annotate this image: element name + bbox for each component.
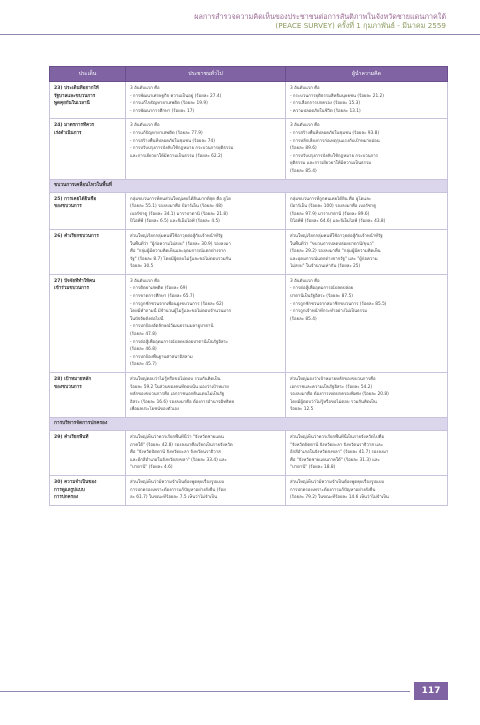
cell-line: ในปัจจัยดังต่อไปนี้ bbox=[130, 316, 164, 322]
table-row bbox=[50, 274, 448, 372]
leaders-cell bbox=[286, 229, 448, 274]
cell-line: - การแก้ปัญหายาเสพติด (ร้อยละ 77.9) bbox=[130, 130, 203, 136]
cell-line: ในพื้นที่ว่า "ขบวนการปลดปล่อยปาตานี/ขุนว" bbox=[290, 241, 374, 247]
cell-line: - การขาดการศึกษา (ร้อยละ 65.7) bbox=[130, 294, 195, 300]
cell-line: ละ 61.7) ในขณะที่ร้อยละ 7.5 เห็นว่าไม่จำเป็น bbox=[130, 495, 218, 501]
leaders-cell bbox=[286, 192, 448, 229]
cell-line: (ร้อยละ 29.2) รองลงมาคือ "กลุ่มผู้มีความคิดเห็น bbox=[290, 249, 381, 255]
cell-line: (ร้อยละ 89.6) bbox=[290, 146, 317, 152]
cell-line: ร้อยละ 30.5 bbox=[130, 264, 154, 270]
cell-line: คือ "จังหวัดปัตตานี จังหวัดยะลา จังหวัดนราธิวาส bbox=[130, 450, 221, 456]
section-row bbox=[50, 179, 448, 192]
cell-line: การปกครองเพราะต้องการแก้ปัญหาอย่างยั่งยืน (ร้อย bbox=[130, 487, 226, 493]
cell-line: ส่วนใหญ่ตอบว่าไม่รู้หรือขอไม่ตอบ รวมกันคิดเป็น bbox=[130, 377, 221, 382]
cell-line: ของขบวนการ bbox=[54, 204, 82, 210]
cell-line: 27) ปัจจัยที่ทำให้คน bbox=[54, 278, 96, 284]
cell-line: การดูแลรูปแบบ bbox=[54, 487, 85, 493]
table-row bbox=[50, 82, 448, 119]
cell-line: - การถูกเจ้าหน้าที่กระทำอย่างไม่เป็นธรรม bbox=[290, 309, 368, 315]
header-leaders: ผู้นำความคิด bbox=[286, 67, 448, 82]
cell-line: เร่งดำเนินการ bbox=[54, 130, 82, 136]
cell-line: - การถูกชักชวนจากเพื่อนฝูงขบวนการ (ร้อยละ 62) bbox=[130, 301, 224, 307]
topic-cell bbox=[50, 192, 126, 229]
cell-line: คือ "กลุ่มผู้มีความคิดเห็นและอุดมการณ์แตกต่างจาก bbox=[130, 249, 226, 255]
survey-comparison-table bbox=[49, 66, 448, 506]
cell-line: โดยมีผู้ตอบว่าไม่รู้หรือขอไม่ตอบ รวมกันคิดเป็น bbox=[290, 399, 377, 405]
public-cell bbox=[126, 475, 286, 505]
cell-line: ปีโอพีพี (ร้อยละ 6.5) และจีเอ็มไอพี (ร้อยละ 4.5) bbox=[130, 219, 220, 225]
table-row bbox=[50, 229, 448, 274]
cell-line: 3 อันดับแรก คือ bbox=[130, 278, 160, 284]
cell-line: รัฐ" (ร้อยละ 8.7) โดยมีผู้ตอบไม่รู้และขอไม่ตอบรวมกัน bbox=[130, 256, 232, 262]
public-cell bbox=[126, 192, 286, 229]
cell-line: อิสระ (ร้อยละ 16.6) รองลงมาคือ ต้องการอำนาจอิทธิพล bbox=[130, 399, 235, 405]
cell-line: เบอร์ซาตู (ร้อยละ 34.1) มาราปาตานี (ร้อยละ 21.8) bbox=[130, 211, 228, 217]
cell-line: กลุ่มขบวนการที่คนส่วนใหญ่เคยได้ยินมากที่สุด คือ ฮูโด bbox=[130, 196, 231, 202]
cell-line: คือ "จังหวัดชายแดนภาคใต้" (ร้อยละ 31.3) และ bbox=[290, 457, 380, 463]
cell-line: 23) ประเด็นที่อยากให้ bbox=[54, 86, 99, 91]
cell-line: ของขบวนการ bbox=[54, 384, 82, 390]
cell-line: และอุดมการณ์แตกต่างจากรัฐ" และ "ผู้ก่อความ bbox=[290, 256, 378, 262]
cell-line: เข้าร่วมขบวนการ bbox=[54, 286, 89, 292]
cell-line: (ร้อยละ 46.8) bbox=[130, 347, 157, 353]
cell-line: (ร้อยละ 47.8) bbox=[130, 332, 157, 338]
cell-line: - การพัฒนาเศรษฐกิจ ความเป็นอยู่ (ร้อยละ 27.4) bbox=[130, 93, 222, 99]
cell-line: "จังหวัดปัตตานี จังหวัดยะลา จังหวัดนราธิวาส และ bbox=[290, 442, 383, 448]
cell-line: 26) คำเรียกขบวนการ bbox=[54, 233, 99, 239]
cell-line: ร้อยละ 59.2 ในส่วนของคนที่ตอบนั้น มองว่าเป้าหมาย bbox=[130, 384, 229, 390]
cell-line: 3 อันดับแรก คือ bbox=[130, 86, 160, 91]
cell-line: - การปกป้องอัตลักษณ์วัฒนธรรมมลายูปาตานี bbox=[130, 324, 214, 330]
leaders-cell bbox=[286, 119, 448, 179]
leaders-cell bbox=[286, 373, 448, 418]
table-body bbox=[50, 82, 448, 506]
cell-line: การปกครอง bbox=[54, 495, 79, 501]
header-public: ประชาชนทั่วไป bbox=[126, 67, 286, 82]
topic-cell bbox=[50, 373, 126, 418]
public-cell bbox=[126, 274, 286, 372]
cell-line: - การติดยาเสพติด (ร้อยละ 69) bbox=[130, 286, 188, 292]
cell-line: - การต่อสู้เพื่ออุดมการณ์ปลดปล่อยปาตานีเป็นรัฐอิสระ bbox=[130, 339, 229, 345]
cell-line: - การพัฒนาการศึกษา (ร้อยละ 17) bbox=[130, 108, 195, 114]
leaders-cell bbox=[286, 274, 448, 372]
cell-line: 30) ความจำเป็นของ bbox=[54, 479, 97, 485]
cell-line: 28) เป้าหมายหลัก bbox=[54, 377, 92, 382]
cell-line: การปกครองเพราะต้องการแก้ปัญหาอย่างยั่งยืน bbox=[290, 487, 376, 493]
cell-line: 29) คำเรียกพื้นที่ bbox=[54, 434, 89, 440]
cell-line: ร้อยละ 12.5 bbox=[290, 407, 314, 413]
cell-line: เอกราชและความเป็นรัฐอิสระ (ร้อยละ 54.2) bbox=[290, 384, 373, 390]
public-cell bbox=[126, 373, 286, 418]
leaders-cell bbox=[286, 430, 448, 475]
cell-line: ส่วนใหญ่เห็นว่ามีความจำเป็นต้องพูดคุยเรื่องรูปแบบ bbox=[290, 479, 385, 485]
cell-line: - การปรับปรุงการบังคับใช้กฎหมาย กระบวนการ bbox=[290, 153, 378, 159]
topic-cell bbox=[50, 229, 126, 274]
cell-line: รัฐบาลและขบวนการ bbox=[54, 93, 96, 99]
cell-line: ส่วนใหญ่เห็นว่าควรเรียกพื้นที่นี้เป็นรายจังหวัดไปคือ bbox=[290, 434, 385, 440]
cell-line: บีอาร์เอ็น (ร้อยละ 100) รองลงมาคือ เบอร์ซาตู bbox=[290, 204, 377, 210]
cell-line: และอีกสี่อำเภอในจังหวัดสงขลา" (ร้อยละ 33.4) และ bbox=[130, 457, 227, 463]
cell-line: - การปกป้องพื้นฐานศาสนาอิสลาม bbox=[130, 354, 193, 360]
topic-cell bbox=[50, 274, 126, 372]
table-row bbox=[50, 430, 448, 475]
cell-line: "ปาตานี" (ร้อยละ 4.6) bbox=[130, 465, 173, 471]
cell-line: กลุ่มขบวนการที่ถูกคนเคยได้ยิน คือ ฮูโดและ bbox=[290, 196, 372, 202]
cell-line: (ร้อยละ 97.9) มาราปาตานี (ร้อยละ 89.6) bbox=[290, 211, 370, 217]
topic-cell bbox=[50, 119, 126, 179]
topic-cell bbox=[50, 430, 126, 475]
cell-line: ยุติธรรม และการเยียวยาให้มีความเป็นธรรม bbox=[290, 161, 372, 167]
topic-cell bbox=[50, 475, 126, 505]
cell-line: ส่วนใหญ่เห็นว่าควรเรียกพื้นที่นี้ว่า "จังหวัดชายแดน bbox=[130, 434, 224, 440]
cell-line: หลักของขบวนการคือ เอกราชนอกดินแดนไม่เป็นรัฐ bbox=[130, 392, 225, 398]
table-row bbox=[50, 119, 448, 179]
cell-line: - การสร้างพื้นที่ปลอดภัยในชุมชน (ร้อยละ 74) bbox=[130, 138, 215, 144]
cell-line: - การหลีกเลี่ยงการก่อเหตุรุนแรงกับเป้าหมายอ่อน bbox=[290, 138, 380, 144]
cell-line: 24) มาตรการที่ควร bbox=[54, 123, 95, 129]
cell-line: 3 อันดับแรก คือ bbox=[290, 123, 320, 129]
cell-line: ในพื้นที่ว่า "ผู้ก่อความไม่สงบ" (ร้อยละ 30.9) รองลงมา bbox=[130, 241, 231, 247]
cell-line: (ร้อยละ 79.2) ในขณะที่ร้อยละ 14.6 เห็นว่าไม่จำเป็น bbox=[290, 495, 389, 501]
cell-line: (ร้อยละ 85.4) bbox=[290, 316, 317, 322]
section-row bbox=[50, 417, 448, 430]
cell-line: 3 อันดับแรก คือ bbox=[290, 278, 320, 284]
cell-line: ส่วนใหญ่เรียกกลุ่มคนที่ใช้อาวุธต่อสู้กับเจ้าหน้าที่รัฐ bbox=[130, 233, 223, 239]
cell-line: (ร้อยละ 55.1) รองลงมาคือ บีอาร์เอ็น (ร้อยละ 48) bbox=[130, 204, 223, 210]
section-title: การบริหารจัดการปกครอง bbox=[50, 417, 448, 430]
public-cell bbox=[126, 430, 286, 475]
leaders-cell bbox=[286, 82, 448, 119]
cell-line: - การปรับปรุงการบังคับใช้กฎหมาย กระบวนการยุติธรรม bbox=[130, 146, 234, 152]
table-row bbox=[50, 475, 448, 505]
cell-line: - ความปลอดภัยในชีวิต (ร้อยละ 13.1) bbox=[290, 108, 361, 114]
topic-cell bbox=[50, 82, 126, 119]
section-title: ขบวนการเคลื่อนไหวในพื้นที่ bbox=[50, 179, 448, 192]
header-subtitle: (PEACE SURVEY) ครั้งที่ 1 กุมภาพันธ์ - มีนาคม 2559 bbox=[275, 21, 446, 30]
cell-line: รองลงมาคือ ต้องการเขตปกครองพิเศษ (ร้อยละ 20.8) bbox=[290, 392, 389, 398]
cell-line: - การสร้างพื้นที่ปลอดภัยในชุมชน (ร้อยละ 93.8) bbox=[290, 130, 380, 136]
cell-line: - การแก้ไขปัญหายาเสพติด (ร้อยละ 19.9) bbox=[130, 101, 208, 107]
cell-line: พูดคุยกันในเวลานี้ bbox=[54, 101, 90, 107]
cell-line: - การเลือกการปกครอง (ร้อยละ 15.3) bbox=[290, 101, 361, 107]
cell-line: ไม่สงบ" ในจำนวนเท่ากัน (ร้อยละ 25) bbox=[290, 264, 361, 270]
cell-line: - การต่อสู้เพื่ออุดมการณ์ปลดปล่อย bbox=[290, 286, 354, 292]
public-cell bbox=[126, 229, 286, 274]
table-row bbox=[50, 373, 448, 418]
page-header bbox=[194, 12, 446, 30]
footer-rule bbox=[0, 691, 410, 692]
cell-line: - การถูกชักชวนจากสมาชิกขบวนการ (ร้อยละ 85.5) bbox=[290, 301, 387, 307]
cell-line: 3 อันดับแรก คือ bbox=[130, 123, 160, 129]
cell-line: ปีโอพีพี (ร้อยละ 64.6) และจีเอ็มไอพี (ร้อยละ 43.8) bbox=[290, 219, 386, 225]
table-row bbox=[50, 192, 448, 229]
cell-line: ปาตานีเป็นรัฐอิสระ (ร้อยละ 87.5) bbox=[290, 294, 353, 300]
cell-line: "ปาตานี" (ร้อยละ 18.8) bbox=[290, 465, 336, 471]
cell-line: (ร้อยละ 45.7) bbox=[130, 362, 157, 368]
page-number: 117 bbox=[414, 682, 448, 700]
cell-line: และการเยียวยาให้มีความเป็นธรรม (ร้อยละ 62.2) bbox=[130, 153, 223, 159]
cell-line: ส่วนใหญ่มองว่าเป้าหมายหลักของขบวนการคือ bbox=[290, 377, 376, 382]
cell-line: 25) การเคยได้ยินชื่อ bbox=[54, 196, 97, 202]
public-cell bbox=[126, 119, 286, 179]
cell-line: ส่วนใหญ่เห็นว่ามีความจำเป็นต้องพูดคุยเรื่องรูปแบบ bbox=[130, 479, 225, 485]
cell-line: - กระบวนการยุติธรรมสิทธิมนุษยชน (ร้อยละ 21.2) bbox=[290, 93, 384, 99]
cell-line: ภาคใต้" (ร้อยละ 42.8) รองลงมาคือเรียกเป็นรายจังหวัด bbox=[130, 442, 233, 448]
header-rule bbox=[0, 34, 480, 35]
cell-line: (ร้อยละ 85.4) bbox=[290, 168, 317, 174]
table-header-row bbox=[50, 67, 448, 82]
cell-line: 3 อันดับแรก คือ bbox=[290, 86, 320, 91]
cell-line: โดยมีคำถามนี้ มีจำนวนผู้ไม่รู้และขอไม่ตอบจำนวนมาก bbox=[130, 309, 232, 315]
public-cell bbox=[126, 82, 286, 119]
cell-line: เพื่อผลประโยชน์ของตัวเอง bbox=[130, 407, 180, 413]
leaders-cell bbox=[286, 475, 448, 505]
cell-line: อีกสี่อำเภอในจังหวัดสงขลา" (ร้อยละ 41.7) รองลงมา bbox=[290, 450, 389, 456]
cell-line: ส่วนใหญ่เรียกกลุ่มคนที่ใช้อาวุธต่อสู้กับเจ้าหน้าที่รัฐ bbox=[290, 233, 383, 239]
header-topic: ประเด็น bbox=[50, 67, 126, 82]
header-title: ผลการสำรวจความคิดเห็นของประชาชนต่อการสันติภาพในจังหวัดชายแดนภาคใต้ bbox=[194, 12, 446, 21]
